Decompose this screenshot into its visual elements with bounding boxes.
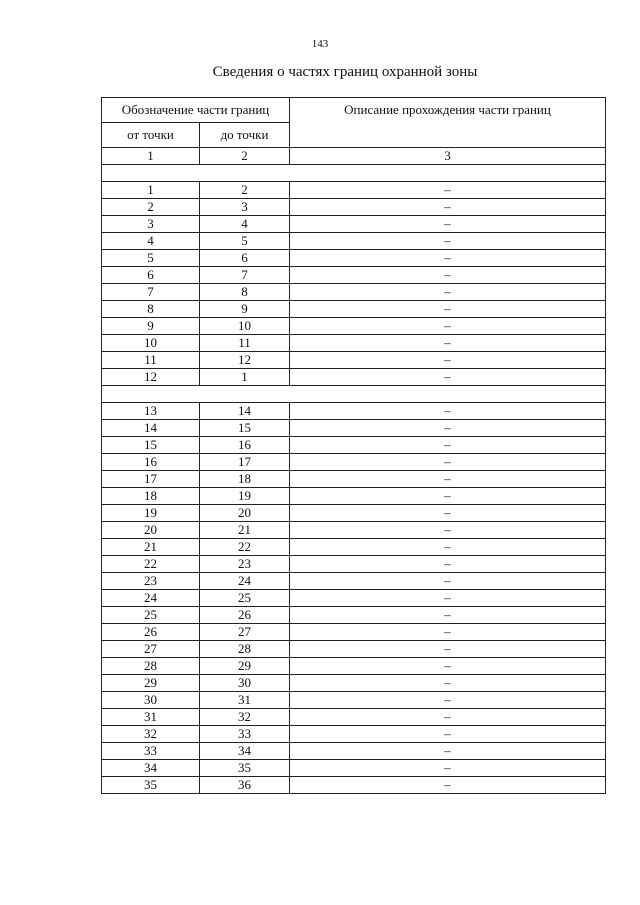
to-point-cell: 20 [200,505,290,522]
to-point-cell: 27 [200,624,290,641]
table-row [102,233,606,250]
column-number: 2 [200,148,290,165]
to-point-cell: 34 [200,743,290,760]
to-point-cell: 24 [200,573,290,590]
table-row [102,488,606,505]
description-cell: – [290,403,606,420]
document-title: Сведения о частях границ охранной зоны [212,64,478,80]
table-row [102,522,606,539]
to-point-cell: 7 [200,267,290,284]
from-point-cell: 15 [102,437,200,454]
from-point-cell: 26 [102,624,200,641]
description-cell: – [290,488,606,505]
description-cell: – [290,522,606,539]
from-point-cell: 14 [102,420,200,437]
to-point-cell: 29 [200,658,290,675]
description-cell: – [290,641,606,658]
description-cell: – [290,777,606,794]
from-point-cell: 22 [102,556,200,573]
table-row [102,403,606,420]
table-row [102,658,606,675]
description-cell: – [290,658,606,675]
table-row [102,301,606,318]
from-point-cell: 28 [102,658,200,675]
table-row [102,352,606,369]
description-cell: – [290,556,606,573]
description-cell: – [290,182,606,199]
table-body [102,98,606,794]
to-point-cell: 14 [200,403,290,420]
description-cell: – [290,760,606,777]
from-point-cell: 9 [102,318,200,335]
from-point-cell: 12 [102,369,200,386]
from-point-cell: 10 [102,335,200,352]
from-point-cell: 33 [102,743,200,760]
table-row [102,590,606,607]
header-description: Описание прохождения части границ [290,98,606,148]
boundary-parts-table [101,97,606,794]
table-row [102,284,606,301]
from-point-cell: 5 [102,250,200,267]
from-point-cell: 11 [102,352,200,369]
to-point-cell: 6 [200,250,290,267]
from-point-cell: 25 [102,607,200,624]
from-point-cell: 18 [102,488,200,505]
from-point-cell: 17 [102,471,200,488]
table-row [102,250,606,267]
to-point-cell: 26 [200,607,290,624]
description-cell: – [290,675,606,692]
table-row [102,199,606,216]
from-point-cell: 8 [102,301,200,318]
from-point-cell: 32 [102,726,200,743]
table-row [102,267,606,284]
from-point-cell: 3 [102,216,200,233]
to-point-cell: 10 [200,318,290,335]
from-point-cell: 2 [102,199,200,216]
from-point-cell: 7 [102,284,200,301]
from-point-cell: 35 [102,777,200,794]
table-row [102,454,606,471]
to-point-cell: 36 [200,777,290,794]
description-cell: – [290,437,606,454]
table-row [102,692,606,709]
column-number-row [102,148,606,165]
table-row [102,675,606,692]
to-point-cell: 19 [200,488,290,505]
table-row [102,624,606,641]
to-point-cell: 4 [200,216,290,233]
description-cell: – [290,726,606,743]
from-point-cell: 27 [102,641,200,658]
table-row [102,726,606,743]
from-point-cell: 23 [102,573,200,590]
description-cell: – [290,607,606,624]
table-row [102,573,606,590]
description-cell: – [290,250,606,267]
from-point-cell: 6 [102,267,200,284]
to-point-cell: 32 [200,709,290,726]
page-number: 143 [311,38,329,50]
description-cell: – [290,624,606,641]
table-row [102,641,606,658]
to-point-cell: 33 [200,726,290,743]
from-point-cell: 4 [102,233,200,250]
table-row [102,777,606,794]
from-point-cell: 24 [102,590,200,607]
table-row [102,743,606,760]
description-cell: – [290,335,606,352]
to-point-cell: 30 [200,675,290,692]
description-cell: – [290,471,606,488]
from-point-cell: 31 [102,709,200,726]
from-point-cell: 1 [102,182,200,199]
description-cell: – [290,284,606,301]
table-row [102,318,606,335]
description-cell: – [290,199,606,216]
table-row [102,437,606,454]
to-point-cell: 31 [200,692,290,709]
to-point-cell: 11 [200,335,290,352]
to-point-cell: 8 [200,284,290,301]
table-row [102,505,606,522]
section-separator-row [102,386,606,403]
table-row [102,556,606,573]
section-separator [102,386,606,403]
description-cell: – [290,267,606,284]
table-row [102,709,606,726]
column-number: 3 [290,148,606,165]
to-point-cell: 17 [200,454,290,471]
to-point-cell: 5 [200,233,290,250]
description-cell: – [290,352,606,369]
from-point-cell: 16 [102,454,200,471]
to-point-cell: 1 [200,369,290,386]
header-from-point: от точки [102,123,200,148]
table-row [102,420,606,437]
description-cell: – [290,369,606,386]
description-cell: – [290,420,606,437]
description-cell: – [290,709,606,726]
to-point-cell: 35 [200,760,290,777]
description-cell: – [290,301,606,318]
to-point-cell: 2 [200,182,290,199]
description-cell: – [290,233,606,250]
to-point-cell: 25 [200,590,290,607]
description-cell: – [290,590,606,607]
table-row [102,182,606,199]
table-row [102,607,606,624]
column-number: 1 [102,148,200,165]
to-point-cell: 9 [200,301,290,318]
from-point-cell: 13 [102,403,200,420]
to-point-cell: 28 [200,641,290,658]
from-point-cell: 21 [102,539,200,556]
description-cell: – [290,318,606,335]
table-row [102,216,606,233]
section-separator-row [102,165,606,182]
table-row [102,335,606,352]
from-point-cell: 34 [102,760,200,777]
table-row [102,539,606,556]
from-point-cell: 19 [102,505,200,522]
description-cell: – [290,692,606,709]
table-row [102,471,606,488]
from-point-cell: 20 [102,522,200,539]
description-cell: – [290,539,606,556]
to-point-cell: 21 [200,522,290,539]
table-row [102,760,606,777]
section-separator [102,165,606,182]
to-point-cell: 18 [200,471,290,488]
to-point-cell: 12 [200,352,290,369]
header-to-point: до точки [200,123,290,148]
from-point-cell: 29 [102,675,200,692]
to-point-cell: 16 [200,437,290,454]
description-cell: – [290,216,606,233]
from-point-cell: 30 [102,692,200,709]
header-row [102,98,606,123]
description-cell: – [290,743,606,760]
table-row [102,369,606,386]
header-boundary-designation: Обозначение части границ [102,98,290,123]
description-cell: – [290,573,606,590]
description-cell: – [290,505,606,522]
to-point-cell: 22 [200,539,290,556]
to-point-cell: 3 [200,199,290,216]
to-point-cell: 15 [200,420,290,437]
description-cell: – [290,454,606,471]
to-point-cell: 23 [200,556,290,573]
